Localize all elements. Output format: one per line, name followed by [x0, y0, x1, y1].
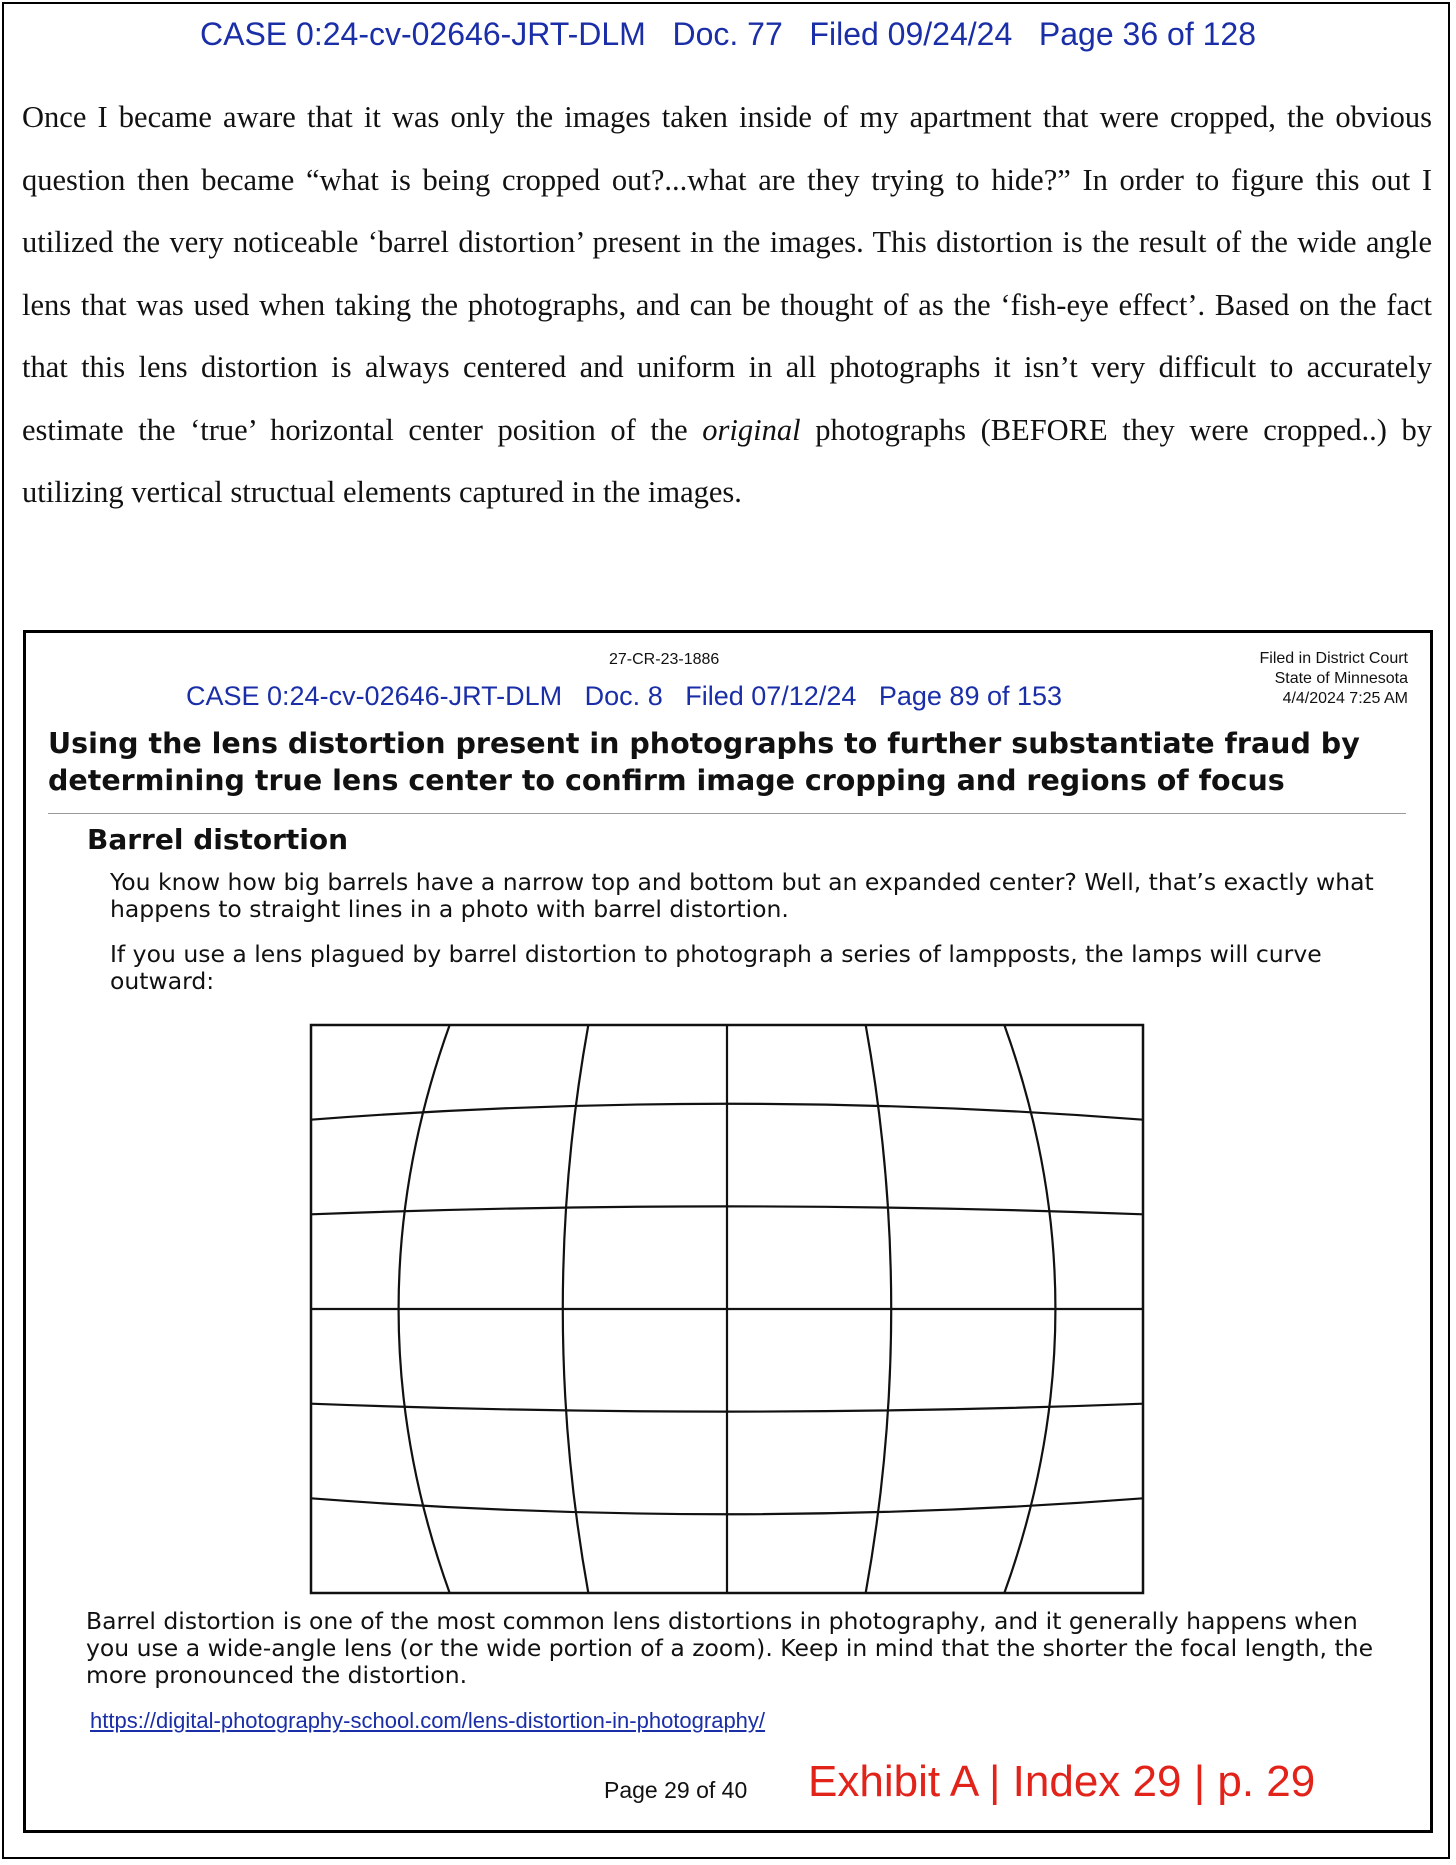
title-divider	[48, 813, 1406, 814]
doc-number: Doc. 77	[672, 16, 783, 52]
barrel-distortion-diagram	[309, 1023, 1145, 1595]
exhibit-label-index: Index 29	[1012, 1757, 1182, 1806]
inner-case-header	[186, 681, 1062, 712]
exhibit-paragraph-2: If you use a lens plagued by barrel distortion to photograph a series of lampposts, the lamps will curve outward:	[110, 940, 1322, 995]
body-paragraph	[22, 86, 1432, 524]
inner-filed-date: Filed 07/12/24	[685, 681, 857, 711]
filed-stamp-line3: 4/4/2024 7:25 AM	[1282, 690, 1408, 707]
exhibit-label-page: p. 29	[1217, 1757, 1316, 1806]
exhibit-image	[23, 630, 1433, 1833]
filed-stamp-line2: State of Minnesota	[1274, 670, 1408, 687]
body-text-emphasis: original	[702, 412, 801, 447]
inner-page-number: Page 89 of 153	[878, 681, 1063, 711]
body-text-part1: Once I became aware that it was only the images taken inside of my apartment that were cropped, the obvious question then became “what is being cropped out?...what are they trying to hide?” In order to figure this out I utilized the very noticeable ‘barrel distortion’ present in the images. This distortion is the result of the wide angle lens that was used when taking the photographs, and can be thought of as the ‘fish-eye effect’. Based on the fact that this lens distortion is always centered and uniform in all photographs it isn’t very difficult to accurately estimate the ‘true’ horizontal center position of the	[22, 100, 1432, 447]
case-header	[0, 16, 1456, 53]
body-text-part2: photographs (BEFORE they were cropped..) by utilizing vertical structual elements captured in the images.	[22, 412, 1432, 509]
exhibit-label-exhibit: Exhibit A	[808, 1757, 977, 1806]
filed-date: Filed 09/24/24	[809, 16, 1013, 52]
filed-stamp	[1260, 649, 1408, 709]
case-number: CASE 0:24-cv-02646-JRT-DLM	[200, 16, 646, 52]
filed-stamp-line1: Filed in District Court	[1259, 650, 1408, 667]
source-link[interactable]: https://digital-photography-school.com/lens-distortion-in-photography/	[90, 1708, 766, 1733]
barrel-distortion-grid	[309, 1023, 1145, 1595]
exhibit-paragraph-3: Barrel distortion is one of the most common lens distortions in photography, and it generally happens when you use a wide-angle lens (or the wide portion of a zoom). Keep in mind that the shorter the focal length, the more pronounced the distortion.	[86, 1607, 1374, 1689]
inner-doc-number: Doc. 8	[584, 681, 663, 711]
section-heading: Barrel distortion	[87, 823, 349, 856]
exhibit-paragraph-1: You know how big barrels have a narrow top and bottom but an expanded center? Well, that’s exactly what happens to straight lines in a photo with barrel distortion.	[110, 868, 1374, 923]
inner-case-number: CASE 0:24-cv-02646-JRT-DLM	[186, 681, 563, 711]
court-file-number: 27-CR-23-1886	[609, 651, 720, 668]
inner-page-count: Page 29 of 40	[604, 1777, 748, 1803]
page-number: Page 36 of 128	[1038, 16, 1256, 52]
exhibit-label: Exhibit A | Index 29 | p. 29	[808, 1757, 1316, 1806]
exhibit-title: Using the lens distortion present in photographs to further substantiate fraud by determining true lens center to confirm image cropping and regions of focus	[48, 727, 1360, 797]
